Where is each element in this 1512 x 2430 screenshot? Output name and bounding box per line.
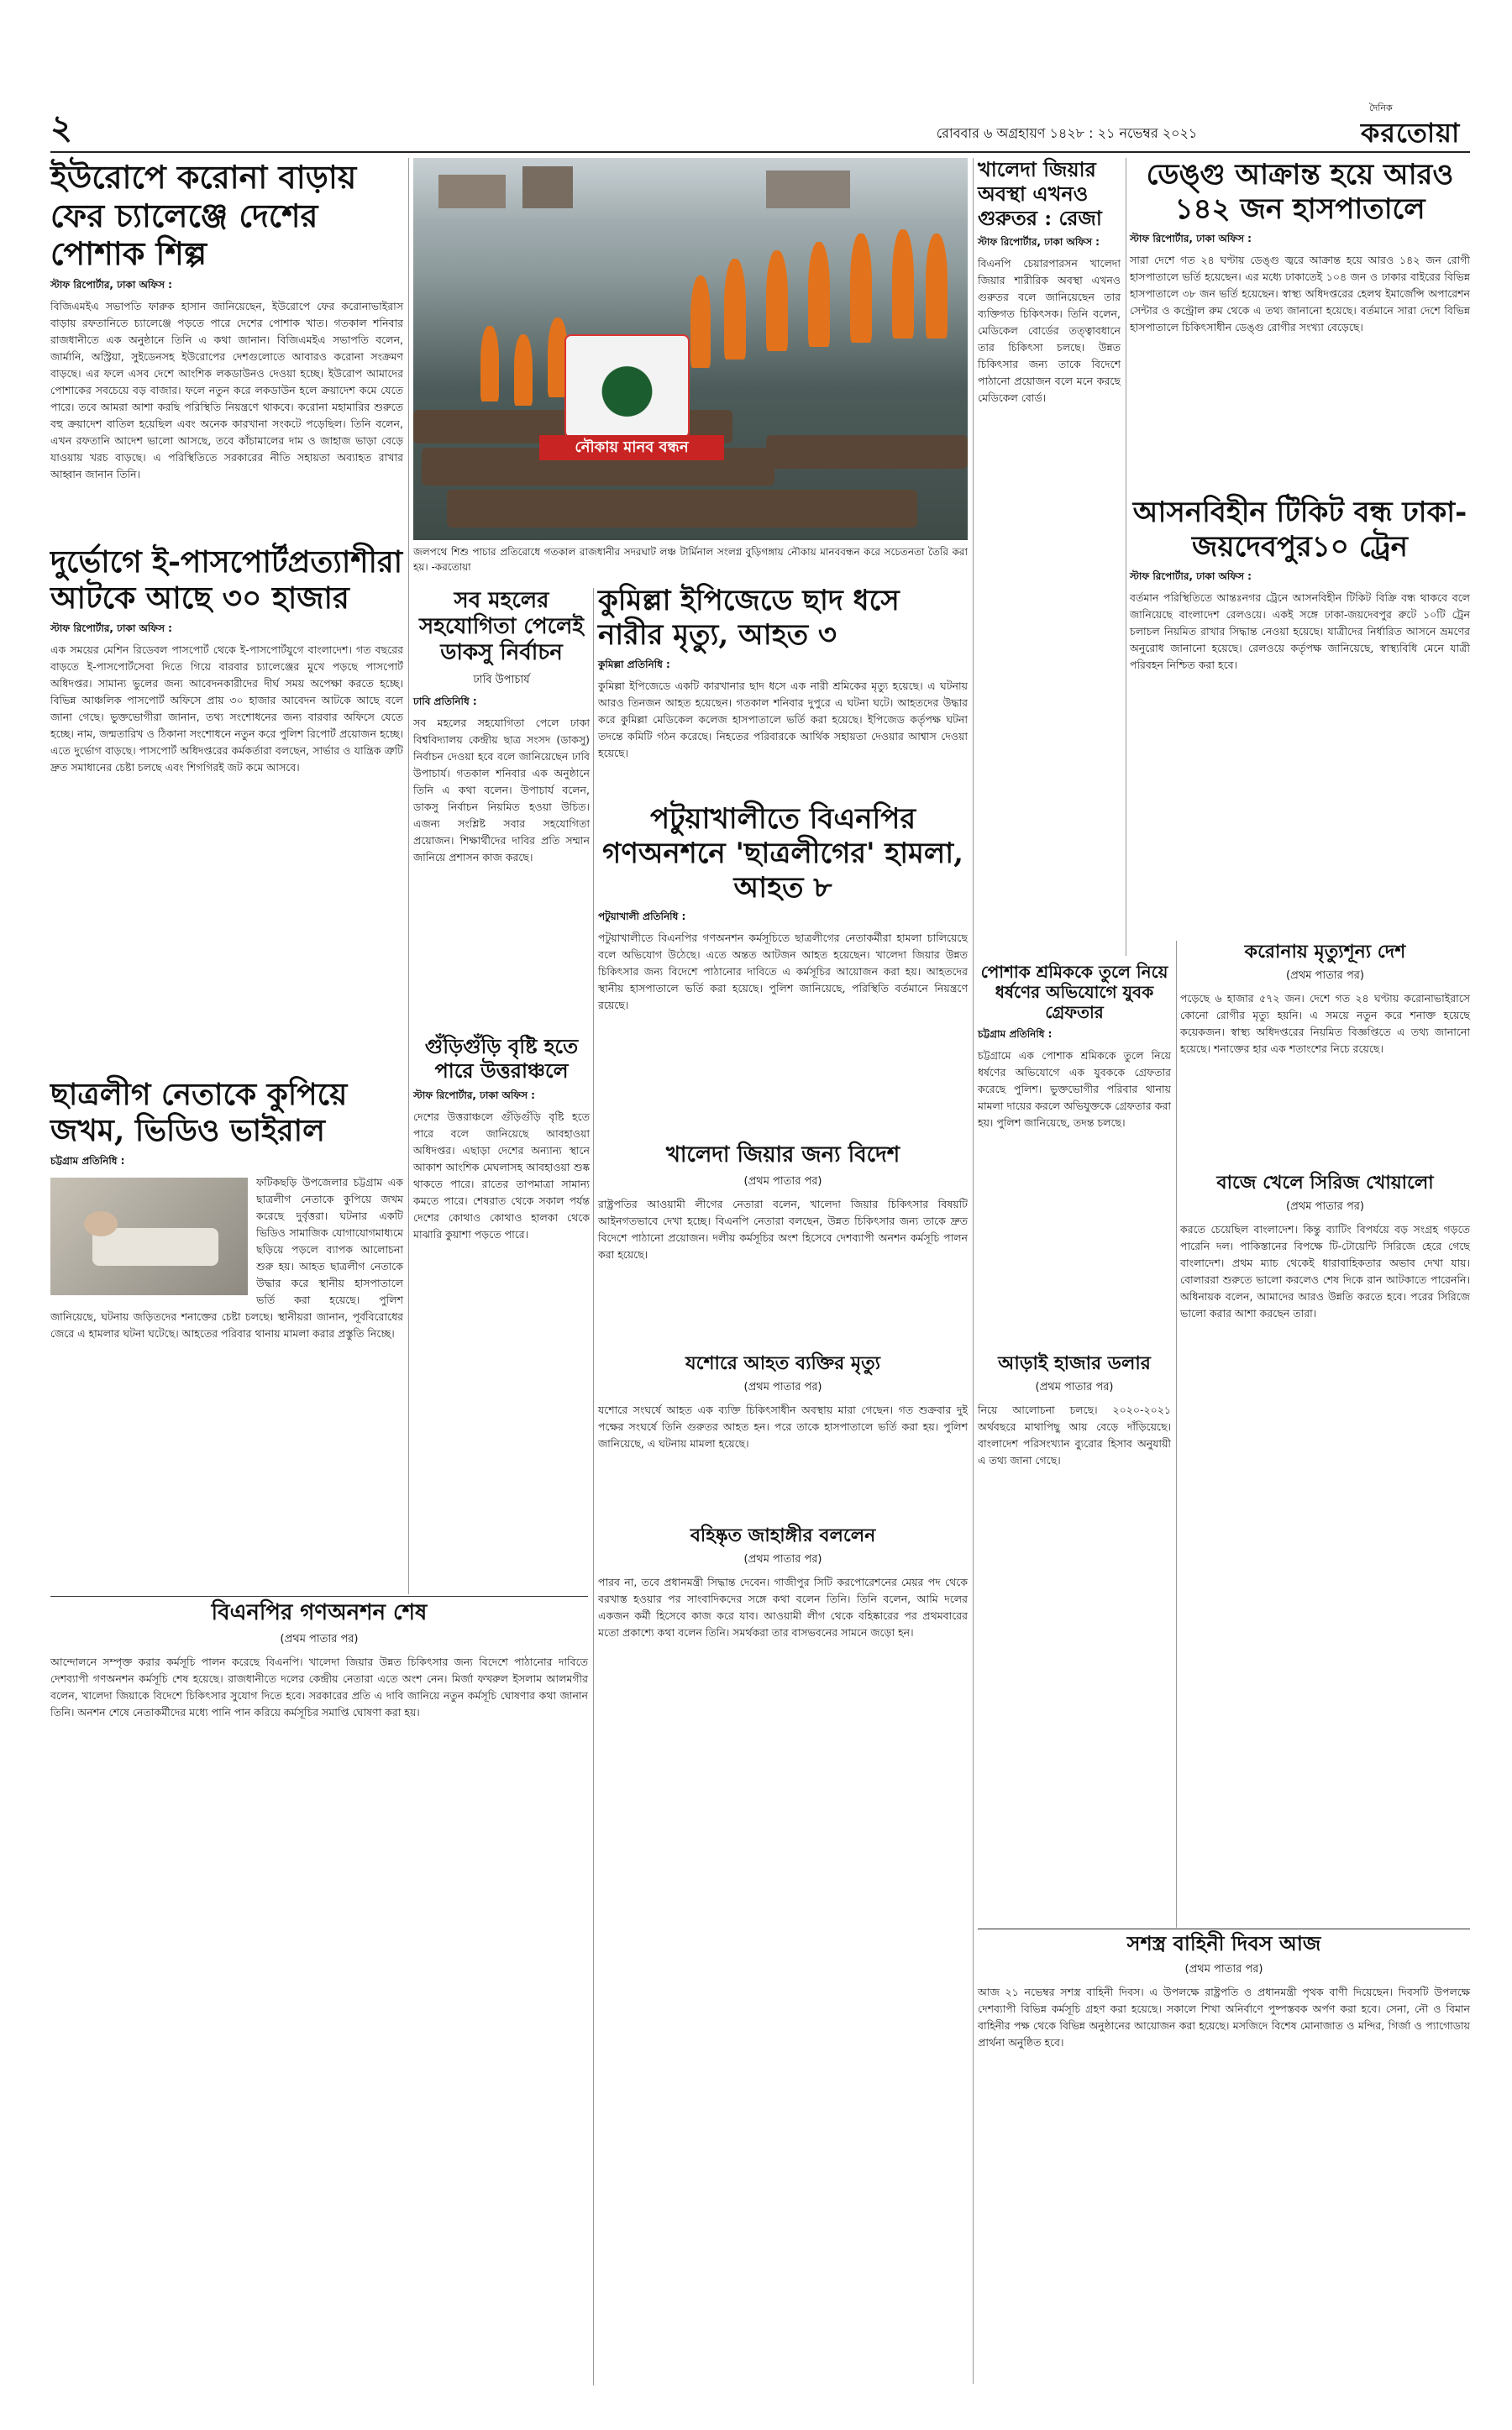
- poster: [564, 334, 690, 438]
- newspaper-logo: [1336, 101, 1470, 150]
- news-photo-boats: [413, 158, 968, 540]
- column-divider: [593, 588, 594, 2385]
- headline: করোনায় মৃত্যুশূন্য দেশ: [1244, 941, 1406, 963]
- subhead: ঢাবি উপাচার্য: [473, 673, 530, 686]
- article-train: [1130, 496, 1470, 932]
- article-body: বিজিএমইএ সভাপতি ফারুক হাসান জানিয়েছেন, ইউরোপে ফের করোনাভাইরাস বাড়ায় রফতানিতে চ্যালেঞ্জে পড়তে পারে দেশের পোশাক খাত। গতকাল শনিবার রাজধানীতে এক অনুষ্ঠানে তিনি এ কথা জানান। বিজিএমইএ সভাপতি বলেন, জার্মানি, অস্ট্রিয়া, সুইডেনসহ ইউরোপের দেশগুলোতে আবারও করোনা সংক্রমণ বাড়ছে। এর ফলে এসব দেশে আংশিক লকডাউনও দেওয়া হচ্ছে। ইউরোপ আমাদের পোশাকের সবচেয়ে বড় বাজার। ফলে নতুন করে লকডাউন হলে ক্রয়াদেশ কমে যেতে পারে। তবে আমরা আশা করছি পরিস্থিতি নিয়ন্ত্রণে থাকবে। করোনা মহামারির শুরুতে বহু ক্রয়াদেশ বাতিল হয়েছিল এবং অনেক কারখানা সংকটে পড়েছিল। তিনি বলেন, এখন রফতানি আদেশ ভালো আসছে, তবে কাঁচামালের দাম ও জাহাজ ভাড়া বেড়ে যাওয়ায় খরচ বাড়ছে। এ পরিস্থিতিতে সরকারের নীতি সহায়তা অব্যাহত রাখার আহ্বান জানান তিনি।: [50, 299, 403, 480]
- article-patuakhali: [598, 802, 968, 1138]
- column-divider: [408, 158, 409, 1594]
- article-jahangir: [598, 1525, 968, 2390]
- article-body: ফটিকছড়ি উপজেলার চট্টগ্রাম এক ছাত্রলীগ নেতাকে কুপিয়ে জখম করেছে দুর্বৃত্তরা। ঘটনার একটি ভিডিও সামাজিক যোগাযোগমাধ্যমে ছড়িয়ে পড়লে ব্যাপক আলোচনা শুরু হয়। আহত ছাত্রলীগ নেতাকে উদ্ধার করে স্থানীয় হাসপাতালে ভর্তি করা হয়েছে। পুলিশ জানিয়েছে, ঘটনায় জড়িতদের শনাক্তের চেষ্টা চলছে। স্থানীয়রা জানান, পূর্ববিরোধের জেরে এ হামলার ঘটনা ঘটেছে। আহতের পরিবার থানায় মামলা করার প্রস্তুতি নিচ্ছে।: [50, 1176, 403, 1341]
- section-divider: [50, 1596, 588, 1597]
- article-corona: [1180, 941, 1470, 1168]
- headline: খালেদা জিয়ার জন্য বিদেশ: [665, 1142, 900, 1168]
- page-header: [50, 101, 1470, 153]
- column-divider: [1176, 941, 1177, 1928]
- article-khaleda-abroad: [598, 1142, 968, 1348]
- article-dengue: [1130, 158, 1470, 485]
- article-army: [978, 1932, 1470, 2390]
- page-number: ২: [50, 108, 73, 147]
- headline: আসনবিহীন টিকিট বন্ধ ঢাকা-জয়দেবপুর১০ ট্রেন: [1132, 496, 1467, 564]
- date-line: রোববার ৬ অগ্রহায়ণ ১৪২৮ : ২১ নভেম্বর ২০২১: [936, 125, 1198, 141]
- subhead: (প্রথম পাতার পর): [743, 1553, 822, 1567]
- byline: স্টাফ রিপোর্টার, ঢাকা অফিস :: [50, 278, 172, 291]
- subhead: (প্রথম পাতার পর): [1286, 969, 1364, 983]
- article-body: আজ ২১ নভেম্বর সশস্ত্র বাহিনী দিবস। এ উপলক্ষে রাষ্ট্রপতি ও প্রধানমন্ত্রী পৃথক বাণী দিয়েছেন। দিবসটি উপলক্ষে দেশব্যাপী বিভিন্ন কর্মসূচি গ্রহণ করা হয়েছে। সকালে শিখা অনির্বাণে পুষ্পস্তবক অর্পণ করা হবে। সেনা, নৌ ও বিমান বাহিনীর পক্ষ থেকে বিভিন্ন অনুষ্ঠানের আয়োজন করা হয়েছে। মসজিদে বিশেষ মোনাজাত ও মন্দির, গির্জা ও প্যাগোডায় প্রার্থনা অনুষ্ঠিত হবে।: [978, 1985, 1470, 2049]
- article-europe: [50, 158, 403, 480]
- headline: ছাত্রলীগ নেতাকে কুপিয়ে জখম, ভিডিও ভাইরাল: [50, 1077, 348, 1149]
- article-body: বিএনপি চেয়ারপারসন খালেদা জিয়ার শারীরিক অবস্থা এখনও গুরুতর বলে জানিয়েছেন তার ব্যক্তিগত চিকিৎসক। তিনি বলেন, মেডিকেল বোর্ডের তত্ত্বাবধানে তার চিকিৎসা চলছে। উন্নত চিকিৎসার জন্য তাকে বিদেশে পাঠানো প্রয়োজন বলে মনে করছে মেডিকেল বোর্ড।: [978, 257, 1121, 405]
- headline: যশোরে আহত ব্যক্তির মৃত্যু: [685, 1352, 881, 1374]
- headline: বাজে খেলে সিরিজ খোয়ালো: [1216, 1172, 1434, 1194]
- article-comilla: [598, 584, 968, 798]
- subhead: (প্রথম পাতার পর): [743, 1175, 822, 1189]
- byline: স্টাফ রিপোর্টার, ঢাকা অফিস :: [978, 236, 1100, 249]
- article-body: চট্টগ্রামে এক পোশাক শ্রমিককে তুলে নিয়ে ধর্ষণের অভিযোগে এক যুবককে গ্রেফতার করেছে পুলিশ। ভুক্তভোগীর পরিবার থানায় মামলা দায়ের করলে অভিযুক্তকে গ্রেফতার করা হয়। পুলিশ জানিয়েছে, তদন্ত চলছে।: [978, 1049, 1171, 1129]
- headline: ইউরোপে করোনা বাড়ায় ফের চ্যালেঞ্জে দেশের পোশাক শিল্প: [50, 158, 357, 273]
- subhead: (প্রথম পাতার পর): [1035, 1381, 1114, 1394]
- article-daku: [413, 588, 590, 1008]
- column-divider: [973, 158, 974, 2384]
- headline: বিএনপির গণঅনশন শেষ: [211, 1600, 428, 1625]
- headline: কুমিল্লা ইপিজেডে ছাদ ধসে নারীর মৃত্যু, আহত ৩: [598, 584, 900, 652]
- subhead: (প্রথম পাতার পর): [1286, 1200, 1364, 1214]
- article-body: কুমিল্লা ইপিজেডে একটি কারখানার ছাদ ধসে এক নারী শ্রমিকের মৃত্যু হয়েছে। এ ঘটনায় আরও তিনজন আহত হয়েছেন। গতকাল শনিবার দুপুরে এ ঘটনা ঘটে। আহতদের উদ্ধার করে কুমিল্লা মেডিকেল কলেজ হাসপাতালে ভর্তি করা হয়েছে। ইপিজেড কর্তৃপক্ষ ঘটনা তদন্তে কমিটি গঠন করেছে। নিহতের পরিবারকে আর্থিক সহায়তা দেওয়ার আশ্বাস দেওয়া হয়েছে।: [598, 679, 968, 759]
- article-epassport: [50, 544, 403, 918]
- byline: স্টাফ রিপোর্টার, ঢাকা অফিস :: [413, 1089, 535, 1101]
- byline: চট্টগ্রাম প্রতিনিধি :: [978, 1028, 1053, 1040]
- article-body: সব মহলের সহযোগিতা পেলে ঢাকা বিশ্ববিদ্যালয় কেন্দ্রীয় ছাত্র সংসদ (ডাকসু) নির্বাচন দেওয়া হবে বলে জানিয়েছেন ঢাবি উপাচার্য। গতকাল শনিবার এক অনুষ্ঠানে তিনি এ কথা বলেন। উপাচার্য বলেন, ডাকসু নির্বাচন নিয়মিত হওয়া উচিত। এজন্য সংশ্লিষ্ট সবার সহযোগিতা প্রয়োজন। শিক্ষার্থীদের দাবির প্রতি সম্মান জানিয়ে প্রশাসন কাজ করছে।: [413, 716, 590, 863]
- subhead: (প্রথম পাতার পর): [743, 1381, 822, 1394]
- byline: স্টাফ রিপোর্টার, ঢাকা অফিস :: [1130, 569, 1252, 582]
- article-chhatraleague: [50, 1077, 403, 1451]
- subhead: (প্রথম পাতার পর): [1184, 1962, 1263, 1976]
- article-jessore: [598, 1352, 968, 1520]
- article-body: রাষ্ট্রপতির আওয়ামী লীগের নেতারা বলেন, খালেদা জিয়ার চিকিৎসার বিষয়টি আইনগতভাবে দেখা হচ্ছে। বিএনপি নেতারা বলছেন, উন্নত চিকিৎসার জন্য তাকে দ্রুত বিদেশে পাঠানো প্রয়োজন। দলীয় কর্মসূচির অংশ হিসেবে দেশব্যাপী অনশন কর্মসূচি পালন করা হয়েছে।: [598, 1198, 968, 1262]
- subhead: (প্রথম পাতার পর): [280, 1633, 359, 1646]
- hospital-photo: [50, 1178, 248, 1295]
- article-body: এক সময়ের মেশিন রিডেবল পাসপোর্ট থেকে ই-পাসপোর্টযুগে বাংলাদেশ। গত বছরের বাড়তে ই-পাসপোর্টসেবা দিতে গিয়ে বারবার চ্যালেঞ্জের মুখে পড়ছে পাসপোর্ট অধিদপ্তর। সামান্য ভুলের জন্য আবেদনকারীদের দীর্ঘ সময় অপেক্ষা করতে হচ্ছে। বিভিন্ন আঞ্চলিক পাসপোর্ট অফিসে প্রায় ৩০ হাজার আবেদন আটকে আছে বলে জানা গেছে। ভুক্তভোগীরা জানান, তথ্য সংশোধনের জন্য বারবার অফিসে যেতে হচ্ছে। নাম, জন্মতারিখ ও ঠিকানা সংশোধনে নতুন করে পুলিশ রিপোর্ট প্রয়োজন হচ্ছে। এতে দুর্ভোগ বাড়ছে। পাসপোর্ট অধিদপ্তরের কর্মকর্তারা বলছেন, সার্ভার ও যান্ত্রিক ত্রুটি দ্রুত সমাধানের চেষ্টা চলছে এবং শিগগিরই জট কমে আসবে।: [50, 643, 403, 774]
- headline: বহিষ্কৃত জাহাঙ্গীর বললেন: [690, 1525, 876, 1546]
- article-labor: [978, 962, 1171, 1180]
- article-body: যশোরে সংঘর্ষে আহত এক ব্যক্তি চিকিৎসাধীন অবস্থায় মারা গেছেন। গত শুক্রবার দুই পক্ষের সংঘর্ষে তিনি গুরুতর আহত হন। পরে তাকে হাসপাতালে ভর্তি করা হয়। পুলিশ জানিয়েছে, এ ঘটনায় মামলা হয়েছে।: [598, 1404, 968, 1451]
- byline: পটুয়াখালী প্রতিনিধি :: [598, 911, 686, 923]
- headline: দুর্ভোগে ই-পাসপোর্টপ্রত্যাশীরা আটকে আছে ৩০ হাজার: [50, 544, 403, 617]
- headline: সব মহলের সহযোগিতা পেলেই ডাকসু নির্বাচন: [419, 588, 584, 666]
- byline: ঢাবি প্রতিনিধি :: [413, 695, 477, 707]
- article-cricket: [1180, 1172, 1470, 1596]
- byline: কুমিল্লা প্রতিনিধি :: [598, 658, 670, 670]
- article-rain: [413, 1035, 590, 1455]
- byline: চট্টগ্রাম প্রতিনিধি :: [50, 1155, 125, 1168]
- article-body: আন্দোলনে সম্পৃক্ত করার কর্মসূচি পালন করেছে বিএনপি। খালেদা জিয়ার উন্নত চিকিৎসার জন্য বিদেশে পাঠানোর দাবিতে দেশব্যাপী গণঅনশন কর্মসূচি শেষ হয়েছে। রাজধানীতে দলের কেন্দ্রীয় নেতারা এতে অংশ নেন। মির্জা ফখরুল ইসলাম আলমগীর বলেন, খালেদা জিয়াকে বিদেশে চিকিৎসার সুযোগ দিতে হবে। সরকারের প্রতি এ দাবি জানিয়ে নতুন কর্মসূচি ঘোষণার কথা জানান তিনি। অনশন শেষে নেতাকর্মীদের মধ্যে পানি পান করিয়ে কর্মসূচির সমাপ্তি ঘোষণা করা হয়।: [50, 1656, 588, 1719]
- headline: ডেঙ্গু আক্রান্ত হয়ে আরও ১৪২ জন হাসপাতালে: [1146, 158, 1454, 226]
- article-bnp-hunger: [50, 1600, 588, 2390]
- article-body: সারা দেশে গত ২৪ ঘণ্টায় ডেঙ্গু জ্বরে আক্রান্ত হয়ে আরও ১৪২ জন রোগী হাসপাতালে ভর্তি হয়েছেন। এর মধ্যে ঢাকাতেই ১০৪ জন ও ঢাকার বাইরের বিভিন্ন হাসপাতালে ৩৮ জন ভর্তি হয়েছেন। স্বাস্থ্য অধিদপ্তরের হেলথ ইমার্জেন্সি অপারেশন সেন্টার ও কন্ট্রোল রুম থেকে এ তথ্য জানানো হয়েছে। বর্তমানে সারা দেশে বিভিন্ন হাসপাতালে চিকিৎসাধীন ডেঙ্গু রোগীর সংখ্যা বেড়েছে।: [1130, 253, 1470, 333]
- article-dollar: [978, 1352, 1171, 1520]
- article-body: পটুয়াখালীতে বিএনপির গণঅনশন কর্মসূচিতে ছাত্রলীগের নেতাকর্মীরা হামলা চালিয়েছে বলে অভিযোগ উঠেছে। এতে অন্তত আটজন আহত হয়েছেন। খালেদা জিয়ার উন্নত চিকিৎসার জন্য বিদেশে পাঠানোর দাবিতে এ কর্মসূচির আয়োজন করা হয়। আহতদের স্থানীয় হাসপাতালে ভর্তি করা হয়েছে। পুলিশ জানিয়েছে, পরিস্থিতি বর্তমানে নিয়ন্ত্রণে রয়েছে।: [598, 932, 968, 1012]
- article-body: নিয়ে আলোচনা চলছে। ২০২০-২০২১ অর্থবছরে মাথাপিছু আয় বেড়ে দাঁড়িয়েছে। বাংলাদেশ পরিসংখ্যান ব্যুরোর হিসাব অনুযায়ী এ তথ্য জানা গেছে।: [978, 1404, 1171, 1467]
- article-khaleda-top: [978, 158, 1121, 956]
- article-body: বর্তমান পরিস্থিতিতে আন্তঃনগর ট্রেনে আসনবিহীন টিকিট বিক্রি বন্ধ থাকবে বলে জানিয়েছে বাংলাদেশ রেলওয়ে। একই সঙ্গে ঢাকা-জয়দেবপুর রুটে ১০টি ট্রেন চলাচল নিয়মিত রাখার সিদ্ধান্ত নেওয়া হয়েছে। যাত্রীদের নির্ধারিত আসনে ভ্রমণের অনুরোধ জানানো হয়েছে। রেলওয়ে কর্তৃপক্ষ জানিয়েছে, স্বাস্থ্যবিধি মেনে যাত্রী পরিবহন নিশ্চিত করা হবে।: [1130, 590, 1470, 671]
- headline: গুঁড়িগুঁড়ি বৃষ্টি হতে পারে উত্তরাঞ্চলে: [424, 1034, 579, 1083]
- byline: স্টাফ রিপোর্টার, ঢাকা অফিস :: [1130, 232, 1252, 244]
- byline: স্টাফ রিপোর্টার, ঢাকা অফিস :: [50, 622, 172, 635]
- photo-caption: জলপথে শিশু পাচার প্রতিরোধে গতকাল রাজধানীর সদরঘাট লঞ্চ টার্মিনাল সংলগ্ন বুড়িগঙ্গায় নৌকায় মানববন্ধন করে সচেতনতা তৈরি করা হয়। -করতোয়া: [413, 546, 968, 573]
- headline: আড়াই হাজার ডলার: [998, 1352, 1151, 1374]
- article-body: পারব না, তবে প্রধানমন্ত্রী সিদ্ধান্ত দেবেন। গাজীপুর সিটি করপোরেশনের মেয়র পদ থেকে বরখাস্ত হওয়ার পর সাংবাদিকদের সঙ্গে কথা বলেন তিনি। তিনি বলেন, আমি দলের একজন কর্মী হিসেবে কাজ করে যাব। আওয়ামী লীগ থেকে বহিষ্কারের পর প্রথমবারের মতো প্রকাশ্যে কথা বলেন তিনি। সমর্থকরা তার বাসভবনের সামনে জড়ো হন।: [598, 1576, 968, 1640]
- headline: পটুয়াখালীতে বিএনপির গণঅনশনে 'ছাত্রলীগের' হামলা, আহত ৮: [602, 802, 963, 905]
- logo-small-text: দৈনিক: [1369, 102, 1393, 113]
- headline: খালেদা জিয়ার অবস্থা এখনও গুরুতর : রেজা: [978, 157, 1102, 230]
- banner: নৌকায় মানব বন্ধন: [539, 435, 724, 460]
- article-body: দেশের উত্তরাঞ্চলে গুঁড়িগুঁড়ি বৃষ্টি হতে পারে বলে জানিয়েছে আবহাওয়া অধিদপ্তর। এছাড়া দেশের অন্যান্য স্থানে আকাশ আংশিক মেঘলাসহ আবহাওয়া শুষ্ক থাকতে পারে। রাতের তাপমাত্রা সামান্য কমতে পারে। শেষরাত থেকে সকাল পর্যন্ত দেশের কোথাও কোথাও হালকা থেকে মাঝারি কুয়াশা পড়তে পারে।: [413, 1110, 590, 1241]
- headline: পোশাক শ্রমিককে তুলে নিয়ে ধর্ষণের অভিযোগে যুবক গ্রেফতার: [980, 962, 1168, 1022]
- article-body: করতে চেয়েছিল বাংলাদেশ। কিন্তু ব্যাটিং বিপর্যয়ে বড় সংগ্রহ গড়তে পারেনি দল। পাকিস্তানের বিপক্ষে টি-টোয়েন্টি সিরিজে হেরে গেছে বাংলাদেশ। প্রথম ম্যাচ থেকেই ধারাবাহিকতার অভাব দেখা যায়। বোলাররা শুরুতে ভালো করলেও শেষ দিকে রান আটকাতে পারেননি। অধিনায়ক বলেন, আমাদের আরও উন্নতি করতে হবে। পরের সিরিজে ভালো করার আশা করছেন তারা।: [1180, 1223, 1470, 1320]
- headline: সশস্ত্র বাহিনী দিবস আজ: [1126, 1931, 1321, 1955]
- logo-name: করতোয়া: [1361, 117, 1461, 149]
- article-body: পড়েছে ৬ হাজার ৫৭২ জন। দেশে গত ২৪ ঘণ্টায় করোনাভাইরাসে কোনো রোগীর মৃত্যু হয়নি। এ সময়ে নতুন করে শনাক্ত হয়েছে কয়েকজন। স্বাস্থ্য অধিদপ্তরের নিয়মিত বিজ্ঞপ্তিতে এ তথ্য জানানো হয়েছে। শনাক্তের হার এক শতাংশের নিচে রয়েছে।: [1180, 992, 1470, 1056]
